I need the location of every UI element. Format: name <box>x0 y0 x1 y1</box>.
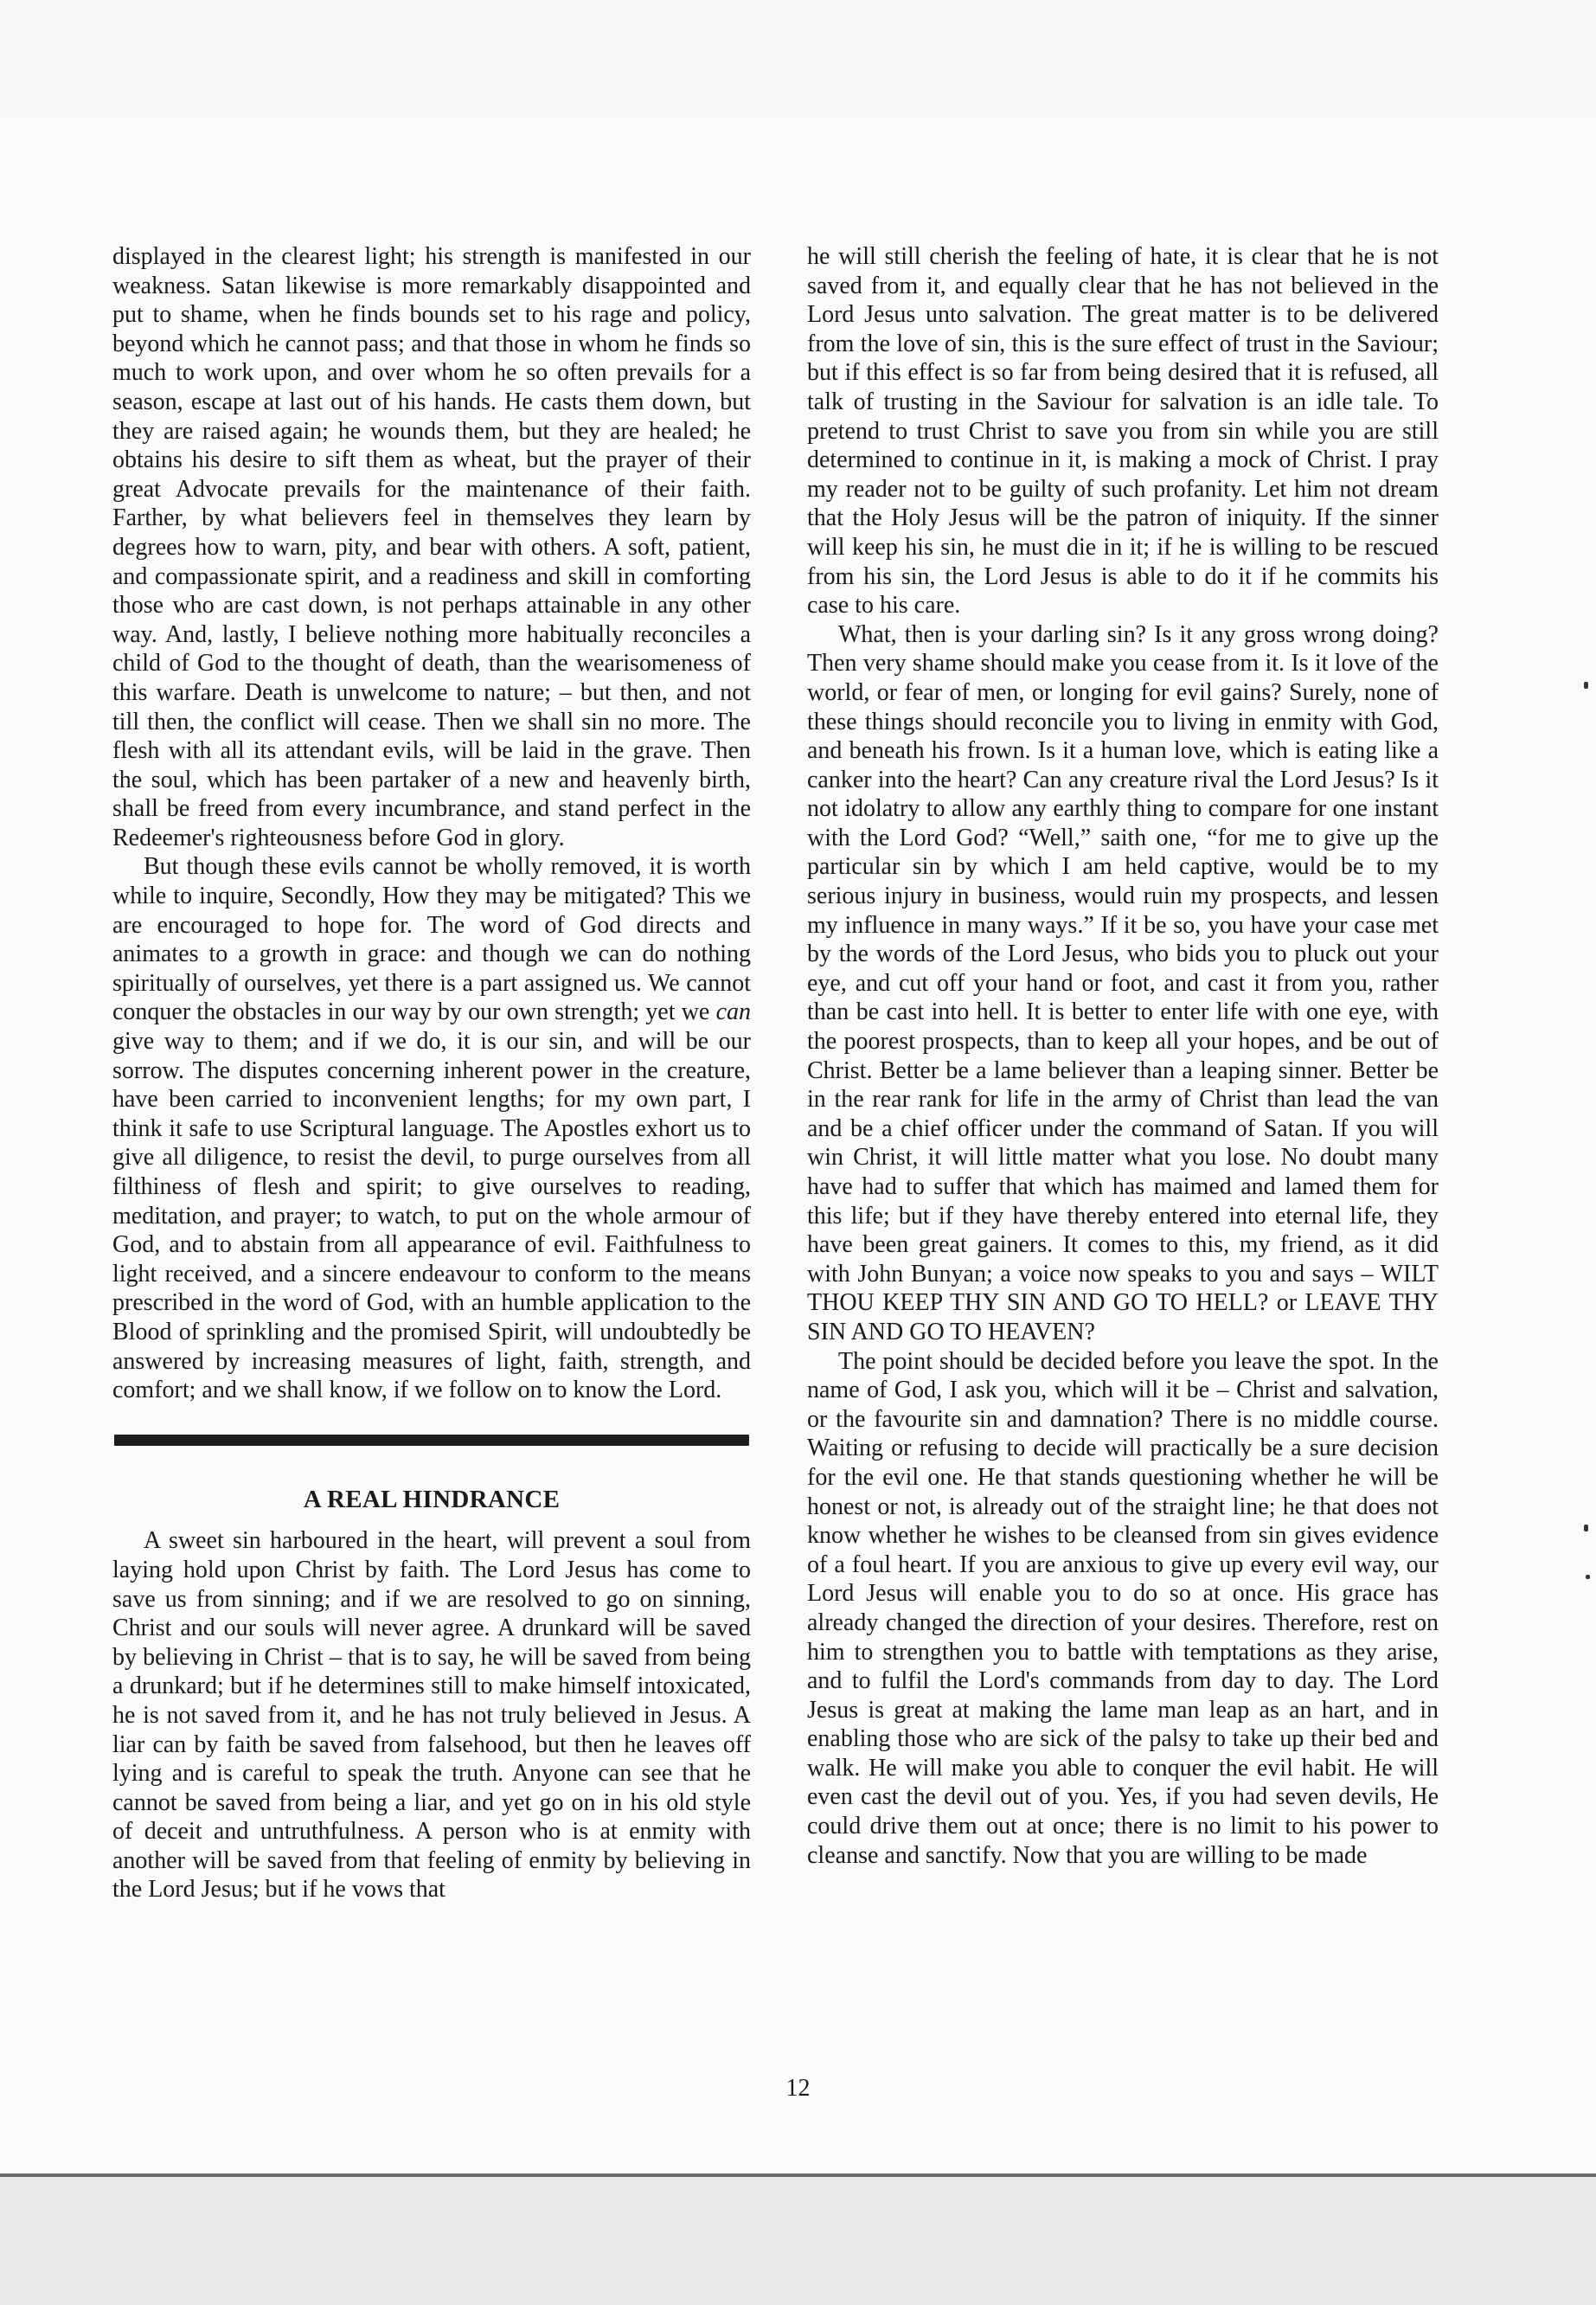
paragraph-point-decided: The point should be decided before you leave the spot. In the name of God, I ask you, which will it be – Christ and salvation, or the favourite sin and damnation? There is no middle course. Waiting or refusing to decide will practically be a sure decision for the evil one. He that stands questioning whether he will be honest or not, is already out of the straight line; he that does not know whether he wishes to be cleansed from sin gives evidence of a foul heart. If you are anxious to give up every evil way, our Lord Jesus will enable you to do so at once. His grace has already changed the direction of your desires. Therefore, rest on him to strengthen you to battle with temptations as they arise, and to fulfil the Lord's commands from day to day. The Lord Jesus is great at making the lame man leap as an hart, and in enabling those who are sick of the palsy to take up their bed and walk. He will make you able to conquer the evil habit. He will even cast the devil out of you. Yes, if you had seven devils, He could drive them out at once; there is no limit to his power to cleanse and sanctify. Now that you are willing to be made <box>807 1347 1439 1869</box>
page-bottom-edge <box>0 2173 1596 2305</box>
scan-speck <box>1584 682 1588 689</box>
left-column <box>112 242 751 1904</box>
right-column <box>807 242 1439 1870</box>
scan-speck <box>1584 1525 1588 1531</box>
paragraph-evils-mitigated <box>112 852 751 1404</box>
page-number: 12 <box>785 2075 811 2102</box>
emphasis-can: can <box>715 998 751 1026</box>
page-top-margin <box>0 0 1596 117</box>
paragraph-sweet-sin: A sweet sin harboured in the heart, will prevent a soul from laying hold upon Christ by faith. The Lord Jesus has come to save us from sinning; and if we are resolved to go on sinning, Christ and our souls will never agree. A drunkard will be saved by believing in Christ – that is to say, he will be saved from being a drunkard; but if he determines still to make himself intoxicated, he is not saved from it, and he has not truly believed in Jesus. A liar can by faith be saved from falsehood, but then he leaves off lying and is careful to speak the truth. Anyone can see that he cannot be saved from being a liar, and yet go on in his old style of deceit and untruthfulness. A person who is at enmity with another will be saved from that feeling of enmity by believing in the Lord Jesus; but if he vows that <box>112 1527 751 1904</box>
paragraph-darling-sin <box>807 620 1439 1347</box>
paragraph-evils-mitigated-text-b: give way to them; and if we do, it is our sin, and will be our sorrow. The disputes concerning inherent power in the creature, have been carried to inconvenient lengths; for my own part, I think it safe to use Scriptural language. The Apostles exhort us to give all diligence, to resist the devil, to purge ourselves from all filthiness of flesh and spirit; to give ourselves to reading, meditation, and prayer; to watch, to put on the whole armour of God, and to abstain from all appearance of evil. Faithfulness to light received, and a sincere endeavour to conform to the means prescribed in the word of God, with an humble application to the Blood of sprinkling and the promised Spirit, will undoubtedly be answered by increasing measures of light, faith, strength, and comfort; and we shall know, if we follow on to know the Lord. <box>112 1028 751 1404</box>
section-divider <box>114 1435 749 1446</box>
paragraph-evils-mitigated-text-a: But though these evils cannot be wholly removed, it is worth while to inquire, Secondly, How they may be mitigated? This we are encouraged to hope for. The word of God directs and animates to a growth in grace: and though we can do nothing spiritually of ourselves, yet there is a part assigned us. We cannot conquer the obstacles in our way by our own strength; yet we <box>112 853 751 1026</box>
paragraph-cherish-hate: he will still cherish the feeling of hate, it is clear that he is not saved from it, and equally clear that he has not believed in the Lord Jesus unto salvation. The great matter is to be delivered from the love of sin, this is the sure effect of trust in the Saviour; but if this effect is so far from being desired that it is refused, all talk of trusting in the Saviour for salvation is an idle tale. To pretend to trust Christ to save you from sin while you are still determined to continue in it, is making a mock of Christ. I pray my reader not to be guilty of such profanity. Let him not dream that the Holy Jesus will be the patron of iniquity. If the sinner will keep his sin, he must die in it; if he is willing to be rescued from his sin, the Lord Jesus is able to do it if he commits his case to his care. <box>807 243 1439 620</box>
scan-speck <box>1586 1575 1590 1579</box>
section-heading: A REAL HINDRANCE <box>303 1485 561 1513</box>
quote-wilt-thou-keep: WILT THOU KEEP THY SIN AND GO TO HELL? or LEAVE THY SIN AND GO TO HEAVEN? <box>807 1260 1439 1345</box>
paragraph-darling-sin-text: What, then is your darling sin? Is it any gross wrong doing? Then very shame should make you cease from it. Is it love of the world, or fear of men, or longing for evil gains? Surely, none of these things should reconcile you to living in enmity with God, and beneath his frown. Is it a human love, which is eating like a canker into the heart? Can any creature rival the Lord Jesus? Is it not idolatry to allow any earthly thing to compare for one instant with the Lord God? “Well,” saith one, “for me to give up the particular sin by which I am held captive, would be to my serious injury in business, would ruin my prospects, and lessen my influence in many ways.” If it be so, you have your case met by the words of the Lord Jesus, who bids you to pluck out your eye, and cut off your hand or foot, and cast it from you, rather than be cast into hell. It is better to enter life with one eye, with the poorest prospects, than to keep all your hopes, and be out of Christ. Better be a lame believer than a leaping sinner. Better be in the rear rank for life in the army of Christ than lead the van and be a chief officer under the command of Satan. If you will win Christ, it will little matter what you lose. No doubt many have had to suffer that which has maimed and lamed them for this life; but if they have thereby entered into eternal life, they have been great gainers. It comes to this, my friend, as it did with John Bunyan; a voice now speaks to you and says – <box>807 620 1439 1287</box>
paragraph-satan-disappointed: displayed in the clearest light; his strength is manifested in our weakness. Satan likewise is more remarkably disappointed and put to shame, when he finds bounds set to his rage and policy, beyond which he cannot pass; and that those in whom he finds so much to work upon, and over whom he so often prevails for a season, escape at last out of his hands. He casts them down, but they are raised again; he wounds them, but they are healed; he obtains his desire to sift them as wheat, but the prayer of their great Advocate prevails for the maintenance of their faith. Farther, by what believers feel in themselves they learn by degrees how to warn, pity, and bear with others. A soft, patient, and compassionate spirit, and a readiness and skill in comforting those who are cast down, is not perhaps attainable in any other way. And, lastly, I believe nothing more habitually reconciles a child of God to the thought of death, than the wearisomeness of this warfare. Death is unwelcome to nature; – but then, and not till then, the conflict will cease. Then we shall sin no more. The flesh with all its attendant evils, will be laid in the grave. Then the soul, which has been partaker of a new and heavenly birth, shall be freed from every incumbrance, and stand perfect in the Redeemer's righteousness before God in glory. <box>112 243 751 851</box>
